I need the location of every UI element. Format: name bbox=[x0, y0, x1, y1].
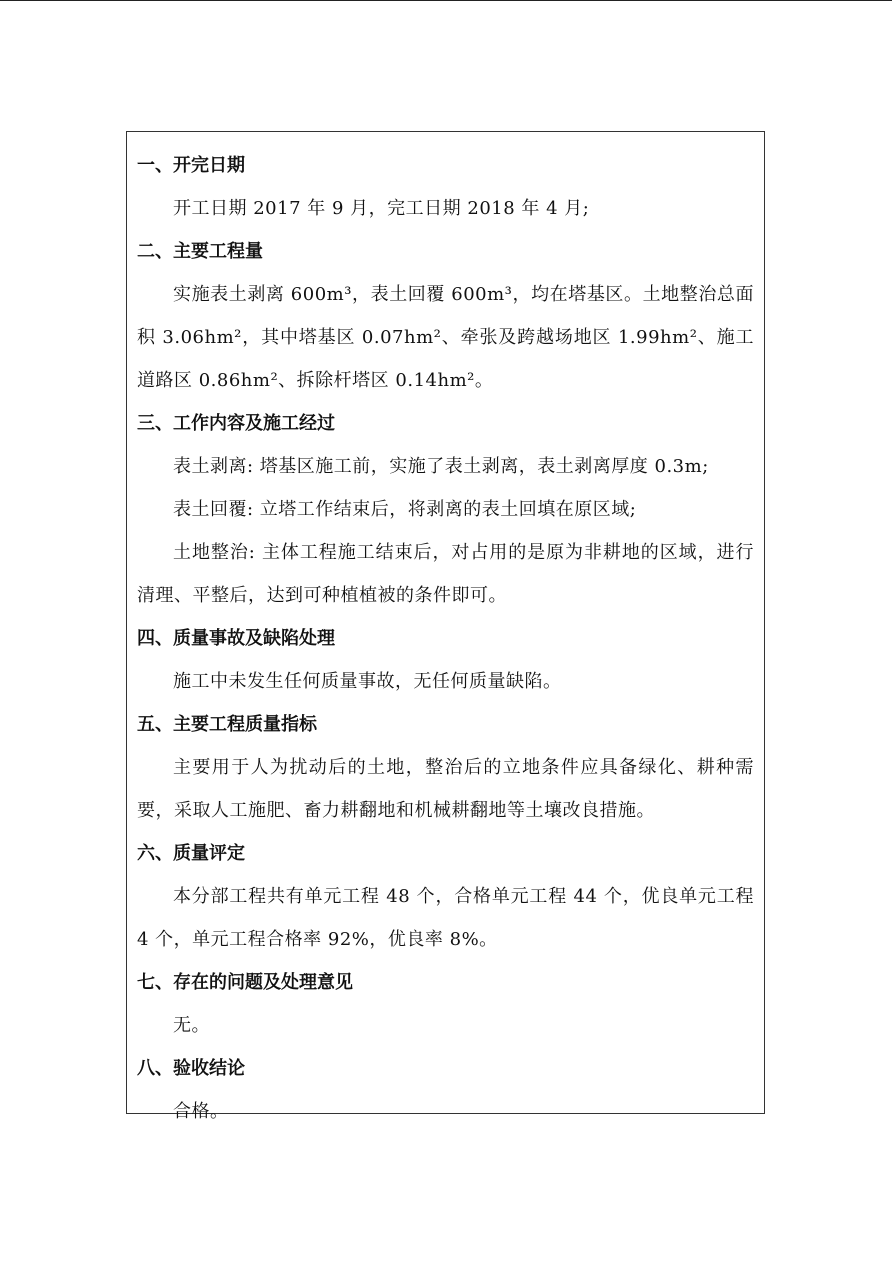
section-paragraph: 开工日期 2017 年 9 月，完工日期 2018 年 4 月; bbox=[173, 198, 590, 219]
section-issues bbox=[137, 961, 754, 1047]
section-dates bbox=[137, 144, 754, 230]
section-heading: 五、主要工程质量指标 bbox=[137, 714, 317, 735]
section-paragraph: 合格。 bbox=[173, 1101, 229, 1122]
section-conclusion bbox=[137, 1047, 754, 1133]
document-box bbox=[126, 131, 765, 1122]
section-quality-assessment bbox=[137, 832, 754, 961]
section-paragraph: 无。 bbox=[173, 1015, 210, 1036]
section-main-quantities bbox=[137, 230, 754, 402]
section-paragraph: 施工中未发生任何质量事故，无任何质量缺陷。 bbox=[173, 671, 562, 692]
section-paragraph: 表土回覆: 立塔工作结束后，将剥离的表土回填在原区域; bbox=[173, 499, 637, 520]
section-heading: 三、工作内容及施工经过 bbox=[137, 413, 335, 434]
page-top-rule bbox=[0, 0, 892, 1]
section-heading: 四、质量事故及缺陷处理 bbox=[137, 628, 335, 649]
section-heading: 七、存在的问题及处理意见 bbox=[137, 972, 353, 993]
section-quality-accidents bbox=[137, 617, 754, 703]
section-paragraph: 实施表土剥离 600m³，表土回覆 600m³，均在塔基区。土地整治总面积 3.06hm²，其中塔基区 0.07hm²、牵张及跨越场地区 1.99hm²、施工道路区 0.86hm²、拆除杆塔区 0.14hm²。 bbox=[137, 284, 754, 391]
section-work-content bbox=[137, 402, 754, 617]
section-heading: 二、主要工程量 bbox=[137, 241, 263, 262]
section-paragraph: 土地整治: 主体工程施工结束后，对占用的是原为非耕地的区域，进行清理、平整后，达到可种植植被的条件即可。 bbox=[137, 542, 754, 606]
section-heading: 八、验收结论 bbox=[137, 1058, 245, 1079]
section-paragraph: 表土剥离: 塔基区施工前，实施了表土剥离，表土剥离厚度 0.3m; bbox=[173, 456, 709, 477]
section-quality-indicators bbox=[137, 703, 754, 832]
section-heading: 六、质量评定 bbox=[137, 843, 245, 864]
section-paragraph: 主要用于人为扰动后的土地，整治后的立地条件应具备绿化、耕种需要，采取人工施肥、畜力耕翻地和机械耕翻地等土壤改良措施。 bbox=[137, 757, 754, 821]
section-paragraph: 本分部工程共有单元工程 48 个，合格单元工程 44 个，优良单元工程 4 个，单元工程合格率 92%，优良率 8%。 bbox=[137, 886, 754, 950]
section-heading: 一、开完日期 bbox=[137, 155, 245, 176]
